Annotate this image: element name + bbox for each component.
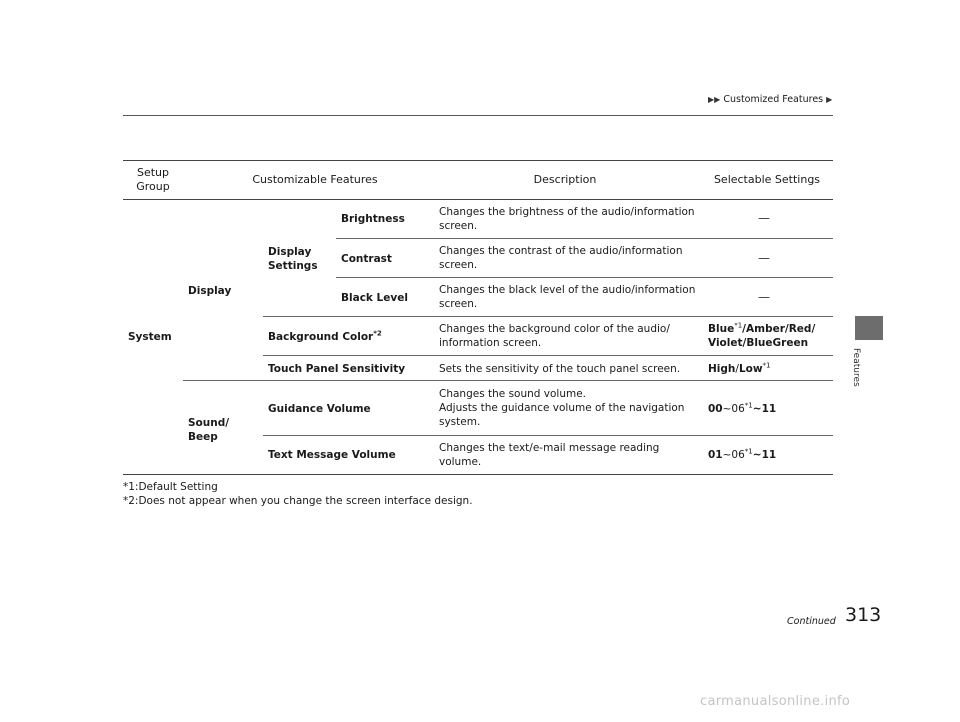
setup-group-label: System: [128, 331, 172, 343]
column-header-description: Description: [533, 173, 597, 186]
triangle-right-icon: ▶▶: [708, 95, 721, 104]
feature-touch-panel-sensitivity: Touch Panel Sensitivity: [268, 363, 406, 375]
feature-guidance-volume: Guidance Volume: [268, 403, 371, 415]
description-background-color: Changes the background color of the audio/ information screen.: [439, 323, 670, 349]
header-rule: [123, 115, 833, 116]
breadcrumb-label: Customized Features: [723, 94, 824, 105]
setting-brightness: —: [758, 211, 770, 225]
feature-brightness: Brightness: [341, 213, 405, 225]
setting-black-level: —: [758, 290, 770, 304]
feature-text-message-volume: Text Message Volume: [268, 449, 396, 461]
row-rule: [263, 316, 833, 317]
column-header-selectable-settings: Selectable Settings: [713, 173, 821, 186]
footnote-1: *1:Default Setting: [123, 481, 218, 493]
setting-background-color: Blue$^{*1}$/Amber/Red/ Violet/BlueGreen: [708, 321, 816, 349]
section-tab-label: Features: [851, 348, 861, 387]
row-rule: [263, 435, 833, 436]
row-rule: [336, 277, 833, 278]
row-rule: [263, 355, 833, 356]
setting-touch-panel-sensitivity: High/Low$^{*1}$: [708, 361, 771, 375]
feature-black-level: Black Level: [341, 292, 408, 304]
footnote-2: *2:Does not appear when you change the screen interface design.: [123, 495, 473, 507]
column-header-setup-group: Setup Group: [136, 166, 170, 193]
display-group-label: Display: [188, 285, 232, 297]
table-bottom-rule: [123, 474, 833, 475]
table-header-rule: [123, 199, 833, 200]
row-rule: [183, 380, 833, 381]
feature-contrast: Contrast: [341, 253, 392, 265]
table-top-rule: [123, 160, 833, 161]
description-black-level: Changes the black level of the audio/information screen.: [439, 284, 696, 310]
description-touch-panel-sensitivity: Sets the sensitivity of the touch panel screen.: [439, 363, 681, 375]
triangle-right-icon: ▶: [826, 95, 833, 104]
description-contrast: Changes the contrast of the audio/information screen.: [439, 245, 683, 271]
column-header-customizable-features: Customizable Features: [252, 173, 378, 186]
continued-label: Continued: [787, 616, 836, 627]
setting-contrast: —: [758, 251, 770, 265]
description-text-message-volume: Changes the text/e-mail message reading volume.: [439, 442, 660, 468]
section-tab: [855, 316, 883, 340]
setting-text-message-volume: 01~06$^{*1}$~11: [708, 447, 777, 461]
description-brightness: Changes the brightness of the audio/information screen.: [439, 206, 695, 232]
breadcrumb: [708, 94, 832, 105]
setting-guidance-volume: 00~06$^{*1}$~11: [708, 401, 777, 415]
row-rule: [336, 238, 833, 239]
sound-beep-group-label: Sound/ Beep: [188, 417, 230, 443]
watermark: carmanualsonline.info: [700, 694, 851, 709]
display-settings-label: Display Settings: [268, 246, 318, 272]
description-guidance-volume: Changes the sound volume. Adjusts the guidance volume of the navigation system.: [439, 388, 685, 428]
feature-background-color: Background Color$^{*2}$: [268, 329, 382, 343]
page-number: 313: [845, 604, 882, 626]
